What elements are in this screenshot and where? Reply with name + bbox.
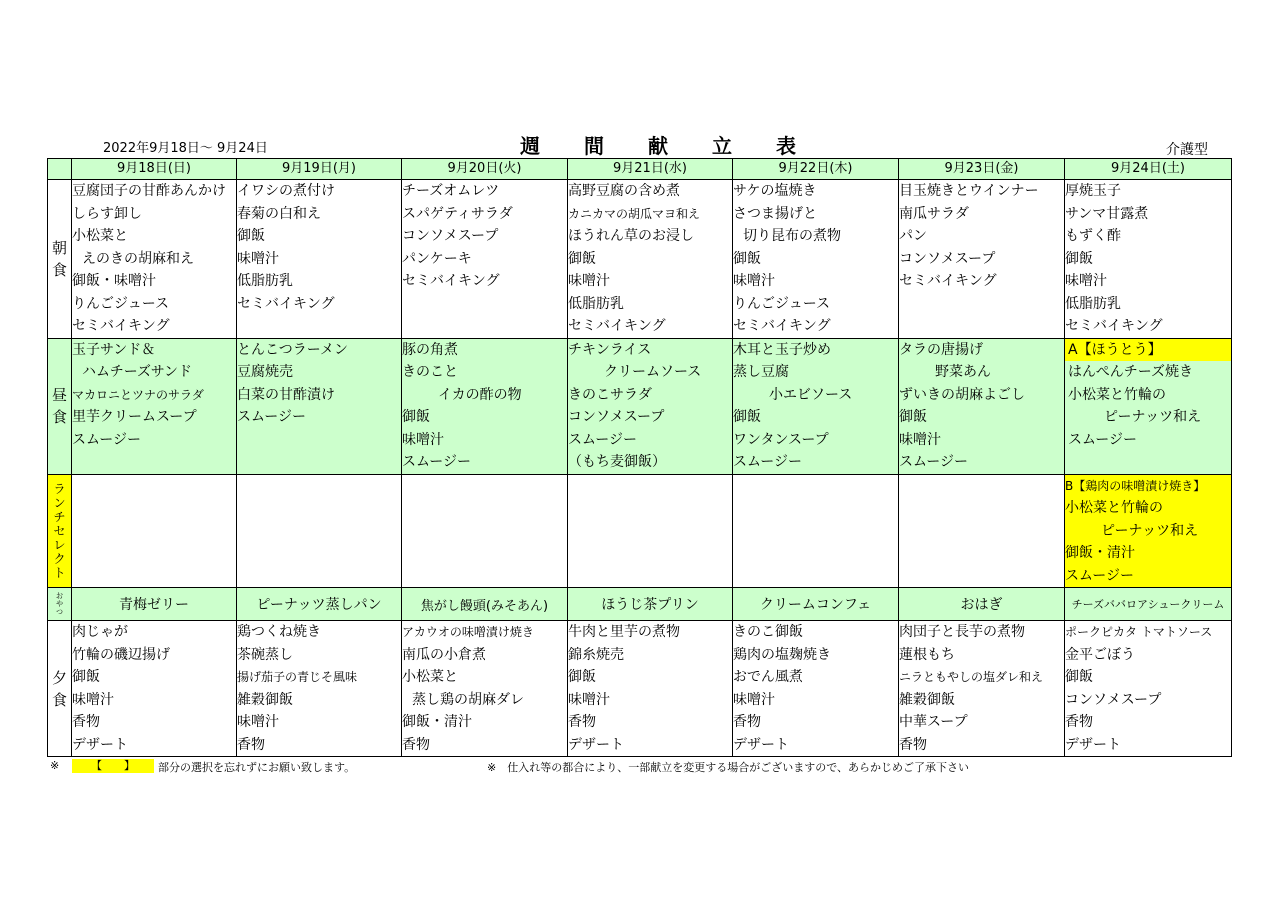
menu-item: 小エビソース [769, 386, 853, 403]
menu-item: もずく酢 [1065, 228, 1121, 244]
lunch-cell [1065, 338, 1232, 474]
menu-item: デザート [568, 736, 624, 753]
menu-item: 肉じゃが [72, 624, 128, 640]
lunch-cell [733, 338, 899, 474]
menu-item: アカウオの味噌漬け焼き [402, 625, 534, 639]
menu-item: 蒸し鶏の胡麻ダレ [412, 691, 524, 708]
menu-item: 御飯 [733, 250, 761, 267]
lunch-select-cell [237, 474, 402, 588]
footnote-mark: ※ [50, 759, 60, 772]
date-range: 2022年9月18日～ 9月24日 [103, 141, 268, 156]
lunch-select-cell [733, 474, 899, 588]
lunch-label: 昼食 [48, 338, 72, 474]
menu-item: ほうれん草のお浸し [568, 228, 694, 244]
menu-item: 御飯 [568, 669, 596, 685]
corner-cell [48, 159, 72, 180]
menu-item: タラの唐揚げ [899, 341, 983, 358]
lunch-select-cell [1065, 474, 1232, 588]
menu-item: 竹輪の磯辺揚げ [72, 646, 170, 663]
footnote-right: ※ 仕入れ等の都合により、一部献立を変更する場合がございますので、あらかじめご了承下さい [487, 761, 969, 774]
menu-item: 香物 [1065, 714, 1093, 730]
lunch-select-cell [899, 474, 1065, 588]
breakfast-label: 朝食 [48, 180, 72, 339]
menu-item: セミバイキング [1065, 318, 1163, 334]
lunch-select-label: ランチセレクト [48, 474, 72, 588]
dinner-row [48, 621, 1232, 757]
dinner-cell [899, 621, 1065, 757]
day-header: 9月18日(日) [72, 159, 237, 180]
menu-item: デザート [1065, 736, 1121, 753]
snack-row [48, 588, 1232, 621]
breakfast-cell [733, 180, 899, 339]
menu-item: 鶏つくね焼き [237, 624, 321, 640]
lunch-select-row [48, 474, 1232, 588]
dinner-cell [568, 621, 733, 757]
menu-item: パンケーキ [402, 250, 472, 267]
menu-item: 御飯 [1065, 669, 1093, 685]
menu-item: 味噌汁 [237, 250, 279, 267]
menu-item: コンソメスープ [402, 228, 499, 244]
day-header: 9月24日(土) [1065, 159, 1232, 180]
menu-item: 味噌汁 [1065, 273, 1107, 289]
menu-item: 香物 [72, 714, 100, 730]
menu-item: 小松菜と [402, 669, 458, 685]
menu-item: 御飯 [899, 409, 927, 425]
menu-item: イワシの煮付け [237, 183, 335, 199]
menu-item: 御飯 [1065, 250, 1093, 267]
menu-item: スパゲティサラダ [402, 205, 513, 222]
menu-item: （もち麦御飯） [568, 454, 666, 470]
snack-cell: クリームコンフェ [733, 588, 899, 621]
day-header: 9月23日(金) [899, 159, 1065, 180]
menu-item: コンソメスープ [568, 409, 665, 425]
menu-item: りんごジュース [72, 295, 170, 312]
menu-item: コンソメスープ [1065, 691, 1162, 708]
dinner-cell [733, 621, 899, 757]
menu-item: 雑穀御飯 [899, 691, 955, 708]
snack-cell: 焦がし饅頭(みそあん) [402, 588, 568, 621]
menu-item: サケの塩焼き [733, 183, 817, 199]
breakfast-row [48, 180, 1232, 339]
menu-item: チキンライス [568, 341, 652, 358]
menu-item: 味噌汁 [899, 431, 941, 448]
menu-item: 牛肉と里芋の煮物 [568, 624, 680, 640]
snack-cell: ほうじ茶プリン [568, 588, 733, 621]
snack-cell: ピーナッツ蒸しパン [237, 588, 402, 621]
menu-item: 小松菜と竹輪の [1065, 500, 1163, 516]
menu-item: マカロニとツナのサラダ [72, 387, 204, 402]
menu-item: クリームソース [604, 364, 702, 380]
menu-item: 厚焼玉子 [1065, 183, 1121, 199]
menu-item: 御飯 [402, 409, 430, 425]
lunch-select-cell [72, 474, 237, 588]
menu-item: カニカマの胡瓜マヨ和え [568, 206, 701, 221]
menu-item: さつま揚げと [733, 205, 817, 222]
page-title: 週間献立表 [520, 134, 840, 158]
lunch-option-a: A【ほうとう】 [1065, 339, 1231, 362]
menu-item: 春菊の白和え [237, 205, 321, 222]
menu-item: 御飯 [568, 250, 596, 267]
dinner-cell [1065, 621, 1232, 757]
menu-item: 低脂肪乳 [568, 295, 624, 312]
day-header: 9月20日(火) [402, 159, 568, 180]
menu-item: セミバイキング [402, 273, 500, 289]
menu-item: 御飯・味噌汁 [72, 273, 156, 289]
menu-item: 豆腐焼売 [237, 364, 293, 380]
menu-item: 南瓜の小倉煮 [402, 646, 486, 663]
menu-item: きのこ御飯 [733, 624, 803, 640]
menu-item: 小松菜と竹輪の [1068, 386, 1166, 403]
menu-item: デザート [733, 736, 789, 753]
menu-item: 香物 [899, 736, 927, 753]
snack-label: おやつ [48, 588, 72, 621]
menu-item: 玉子サンド＆ [72, 341, 156, 358]
menu-item: 豚の角煮 [402, 341, 458, 358]
breakfast-cell [402, 180, 568, 339]
menu-item: スムージー [402, 454, 472, 470]
menu-item: 御飯 [733, 409, 761, 425]
menu-item: 揚げ茄子の青じそ風味 [237, 670, 358, 684]
lunch-cell [899, 338, 1065, 474]
menu-item: 豆腐団子の甘酢あんかけ [72, 183, 226, 199]
breakfast-cell [568, 180, 733, 339]
menu-item: ポークピカタ トマトソース [1065, 625, 1213, 639]
dinner-cell [72, 621, 237, 757]
menu-item: サンマ甘露煮 [1065, 205, 1149, 222]
menu-item: ピーナッツ和え [1101, 522, 1199, 539]
breakfast-cell [1065, 180, 1232, 339]
footnote-highlight-box: 【 】 [72, 759, 154, 773]
menu-item: スムージー [899, 454, 969, 470]
snack-cell: 青梅ゼリー [72, 588, 237, 621]
menu-item: 白菜の甘酢漬け [237, 386, 335, 403]
menu-item: セミバイキング [733, 318, 831, 334]
menu-item: スムージー [72, 431, 142, 448]
menu-item: 野菜あん [935, 364, 991, 380]
menu-item: 香物 [402, 736, 430, 753]
menu-item: 味噌汁 [568, 273, 610, 289]
menu-item: 香物 [237, 736, 265, 753]
day-header: 9月21日(水) [568, 159, 733, 180]
menu-item: 雑穀御飯 [237, 691, 293, 708]
menu-item: おでん風煮 [733, 669, 803, 685]
menu-item: しらす卸し [72, 205, 142, 222]
menu-item: セミバイキング [899, 273, 997, 289]
menu-item: ワンタンスープ [733, 431, 829, 448]
menu-item: 御飯・清汁 [1065, 545, 1135, 561]
menu-item: りんごジュース [733, 295, 831, 312]
breakfast-cell [899, 180, 1065, 339]
menu-item: スムージー [237, 409, 307, 425]
menu-item: はんぺんチーズ焼き [1068, 364, 1194, 380]
lunch-cell [568, 338, 733, 474]
menu-item: 錦糸焼売 [568, 646, 624, 663]
day-header: 9月19日(月) [237, 159, 402, 180]
snack-cell: チーズババロアシュークリーム [1065, 588, 1232, 621]
menu-item: ハムチーズサンド [82, 364, 193, 380]
menu-item: パン [899, 228, 927, 244]
dinner-label: 夕食 [48, 621, 72, 757]
menu-item: スムージー [568, 431, 638, 448]
menu-item: 味噌汁 [72, 691, 114, 708]
menu-item: 蓮根もち [899, 646, 955, 663]
menu-item: 香物 [733, 714, 761, 730]
menu-item: 木耳と玉子炒め [733, 341, 831, 358]
menu-item: ピーナッツ和え [1104, 409, 1202, 425]
menu-item: セミバイキング [568, 318, 666, 334]
menu-item: 味噌汁 [733, 691, 775, 708]
menu-item: 高野豆腐の含め煮 [568, 183, 680, 199]
lunch-cell [237, 338, 402, 474]
lunch-option-b: B【鶏肉の味噌漬け焼き】 [1065, 478, 1206, 493]
menu-item: とんこつラーメン [237, 341, 349, 358]
menu-item: 御飯 [72, 669, 100, 685]
menu-item: セミバイキング [237, 295, 335, 312]
menu-item: えのきの胡麻和え [82, 250, 194, 267]
menu-item: 蒸し豆腐 [733, 364, 789, 380]
menu-item: 茶碗蒸し [237, 646, 293, 663]
menu-item: 味噌汁 [568, 691, 610, 708]
menu-type: 介護型 [1166, 142, 1208, 158]
lunch-cell [72, 338, 237, 474]
dinner-cell [237, 621, 402, 757]
menu-item: 味噌汁 [237, 714, 279, 730]
menu-item: 御飯・清汁 [402, 714, 472, 730]
menu-item: きのこと [402, 364, 458, 380]
menu-item: 鶏肉の塩麹焼き [733, 646, 831, 663]
menu-item: セミバイキング [72, 318, 170, 334]
footnote-left: 部分の選択を忘れずにお願い致します。 [158, 761, 356, 774]
menu-item: 香物 [568, 714, 596, 730]
menu-item: ずいきの胡麻よごし [899, 386, 1025, 403]
menu-item: チーズオムレツ [402, 183, 500, 199]
menu-item: スムージー [733, 454, 803, 470]
menu-item: スムージー [1068, 431, 1138, 448]
menu-item: 目玉焼きとウインナー [899, 183, 1039, 199]
snack-cell: おはぎ [899, 588, 1065, 621]
menu-item: デザート [72, 736, 128, 753]
menu-item: 肉団子と長芋の煮物 [899, 624, 1025, 640]
lunch-select-cell [402, 474, 568, 588]
menu-item: 味噌汁 [733, 273, 775, 289]
menu-item: 金平ごぼう [1065, 646, 1135, 663]
menu-item: 低脂肪乳 [237, 273, 293, 289]
lunch-cell [402, 338, 568, 474]
menu-item: コンソメスープ [899, 250, 996, 267]
menu-item: 南瓜サラダ [899, 205, 969, 222]
dinner-cell [402, 621, 568, 757]
breakfast-cell [237, 180, 402, 339]
lunch-select-cell [568, 474, 733, 588]
menu-item: 切り昆布の煮物 [743, 228, 841, 244]
menu-item: イカの酢の物 [438, 386, 522, 403]
menu-item: 小松菜と [72, 228, 128, 244]
menu-item: きのこサラダ [568, 386, 652, 403]
menu-item: 中華スープ [899, 714, 968, 730]
menu-item: スムージー [1065, 567, 1135, 584]
breakfast-cell [72, 180, 237, 339]
day-header-row [48, 159, 1232, 180]
menu-item: ニラともやしの塩ダレ和え [899, 670, 1044, 684]
day-header: 9月22日(木) [733, 159, 899, 180]
menu-item: 里芋クリームスープ [72, 409, 197, 425]
lunch-row [48, 338, 1232, 474]
menu-item: 低脂肪乳 [1065, 295, 1121, 312]
menu-item: 御飯 [237, 228, 265, 244]
weekly-menu-table [47, 158, 1232, 757]
menu-item: 味噌汁 [402, 431, 444, 448]
